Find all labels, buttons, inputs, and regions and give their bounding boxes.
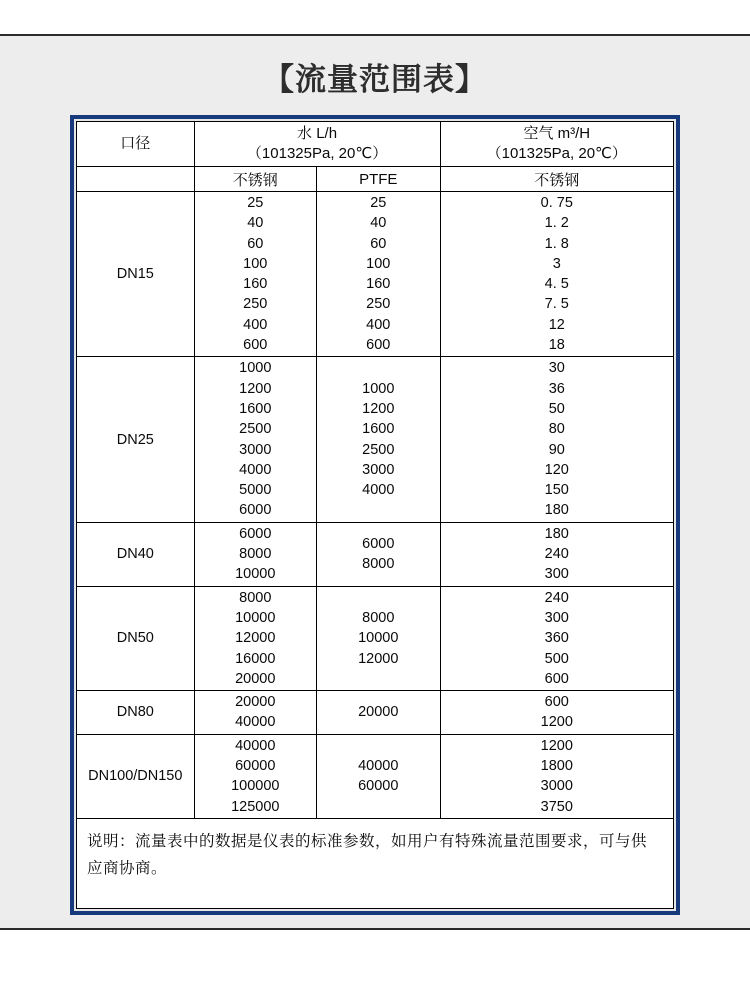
value-line: 20000 (235, 694, 276, 711)
value-line: 300 (544, 566, 569, 583)
value-line: 600 (366, 337, 391, 354)
value-line: 3000 (540, 778, 573, 795)
table-row (77, 586, 674, 690)
value-line: 400 (243, 316, 268, 333)
value-line: 30 (548, 360, 565, 377)
flow-table-frame (70, 115, 680, 915)
value-line: 3000 (239, 441, 272, 458)
flow-range-table (76, 121, 674, 909)
value-line: 20000 (235, 670, 276, 687)
ptfe-cell (316, 691, 440, 735)
value-line: 2500 (239, 421, 272, 438)
value-line: 600 (243, 337, 268, 354)
value-line: 1600 (239, 400, 272, 417)
header-water-condition: （101325Pa, 20℃） (246, 145, 388, 162)
value-line: 1800 (540, 758, 573, 775)
value-line: 40 (370, 215, 387, 232)
header-water-title: 水 L/h (297, 125, 338, 142)
value-line: 1200 (239, 380, 272, 397)
value-line: 600 (544, 670, 569, 687)
value-line: 18 (548, 337, 565, 354)
header-air (440, 122, 673, 167)
diameter-cell: DN15 (77, 192, 195, 357)
value-line: 25 (370, 195, 387, 211)
value-line: 180 (544, 502, 569, 519)
header-diameter: 口径 (77, 122, 195, 167)
air-steel-cell (440, 522, 673, 586)
value-line: 1600 (362, 421, 395, 438)
value-line: 150 (544, 482, 569, 499)
diameter-cell: DN100/DN150 (77, 734, 195, 818)
value-line: 240 (544, 546, 569, 563)
value-line: 250 (243, 296, 268, 313)
value-line: 8000 (239, 589, 272, 606)
value-line: 5000 (239, 482, 272, 499)
value-line: 400 (366, 316, 391, 333)
table-row (77, 192, 674, 357)
table-row (77, 734, 674, 818)
value-line: 7. 5 (544, 296, 569, 313)
value-line: 6000 (239, 502, 272, 519)
air-steel-cell (440, 734, 673, 818)
page-title: 【流量范围表】 (263, 62, 487, 97)
page (0, 34, 750, 930)
ptfe-cell (316, 522, 440, 586)
value-line: 160 (366, 276, 391, 293)
value-line: 300 (544, 609, 569, 626)
ptfe-cell (316, 586, 440, 690)
value-line: 8000 (239, 546, 272, 563)
ptfe-cell (316, 734, 440, 818)
value-line: 12000 (358, 650, 399, 667)
value-line: 12 (548, 316, 565, 333)
header-row-main (77, 122, 674, 167)
header-water (194, 122, 440, 167)
water-steel-cell (194, 357, 316, 522)
value-line: 4. 5 (544, 276, 569, 293)
value-line: 1200 (540, 714, 573, 731)
value-line: 100000 (231, 778, 280, 795)
water-steel-cell (194, 192, 316, 357)
value-line: 180 (544, 525, 569, 542)
value-line: 20000 (358, 704, 399, 721)
value-line: 40000 (358, 758, 399, 775)
value-line: 1. 2 (544, 215, 569, 232)
diameter-cell: DN50 (77, 586, 195, 690)
value-line: 40000 (235, 737, 276, 754)
value-line: 3000 (362, 461, 395, 478)
value-line: 6000 (239, 525, 272, 542)
air-steel-cell (440, 586, 673, 690)
header-air-condition: （101325Pa, 20℃） (486, 145, 627, 162)
value-line: 100 (366, 255, 391, 272)
value-line: 1. 8 (544, 235, 569, 252)
value-line: 60 (247, 235, 264, 252)
value-line: 100 (243, 255, 268, 272)
value-line: 90 (548, 441, 565, 458)
ptfe-cell (316, 192, 440, 357)
value-line: 8000 (362, 556, 395, 573)
value-line: 2500 (362, 441, 395, 458)
value-line: 125000 (231, 798, 280, 815)
value-line: 10000 (235, 609, 276, 626)
value-line: 10000 (358, 630, 399, 647)
diameter-cell: DN40 (77, 522, 195, 586)
table-row (77, 522, 674, 586)
value-line: 6000 (362, 535, 395, 552)
value-line: 60000 (235, 758, 276, 775)
value-line: 4000 (362, 482, 395, 499)
header-empty-cell (77, 167, 195, 192)
value-line: 36 (548, 380, 565, 397)
table-row (77, 357, 674, 522)
value-line: 1000 (239, 360, 272, 377)
table-row (77, 691, 674, 735)
air-steel-cell (440, 357, 673, 522)
value-line: 0. 75 (540, 195, 573, 211)
water-steel-cell (194, 522, 316, 586)
value-line: 1000 (362, 380, 395, 397)
air-steel-cell (440, 192, 673, 357)
header-row-sub (77, 167, 674, 192)
value-line: 4000 (239, 461, 272, 478)
value-line: 500 (544, 650, 569, 667)
note-row (77, 818, 674, 908)
value-line: 250 (366, 296, 391, 313)
air-steel-cell (440, 691, 673, 735)
value-line: 10000 (235, 566, 276, 583)
value-line: 1200 (362, 400, 395, 417)
water-steel-cell (194, 586, 316, 690)
diameter-cell: DN25 (77, 357, 195, 522)
water-steel-cell (194, 691, 316, 735)
water-steel-cell (194, 734, 316, 818)
value-line: 40 (247, 215, 264, 232)
value-line: 25 (247, 195, 264, 211)
value-line: 1200 (540, 737, 573, 754)
value-line: 60000 (358, 778, 399, 795)
content-area (0, 36, 750, 928)
bottom-divider (0, 928, 750, 930)
value-line: 360 (544, 630, 569, 647)
header-ptfe: PTFE (316, 167, 440, 192)
value-line: 12000 (235, 630, 276, 647)
value-line: 3750 (540, 798, 573, 815)
diameter-cell: DN80 (77, 691, 195, 735)
value-line: 3 (552, 255, 561, 272)
value-line: 60 (370, 235, 387, 252)
value-line: 80 (548, 421, 565, 438)
value-line: 600 (544, 694, 569, 711)
value-line: 240 (544, 589, 569, 606)
value-line: 8000 (362, 609, 395, 626)
value-line: 160 (243, 276, 268, 293)
value-line: 50 (548, 400, 565, 417)
header-air-title: 空气 m³/H (523, 125, 591, 142)
flow-table-body (77, 192, 674, 819)
value-line: 16000 (235, 650, 276, 667)
ptfe-cell (316, 357, 440, 522)
value-line: 40000 (235, 714, 276, 731)
value-line: 120 (544, 461, 569, 478)
header-water-steel: 不锈钢 (194, 167, 316, 192)
header-air-steel: 不锈钢 (440, 167, 673, 192)
note-cell: 说明：流量表中的数据是仪表的标准参数，如用户有特殊流量范围要求，可与供应商协商。 (77, 818, 674, 908)
